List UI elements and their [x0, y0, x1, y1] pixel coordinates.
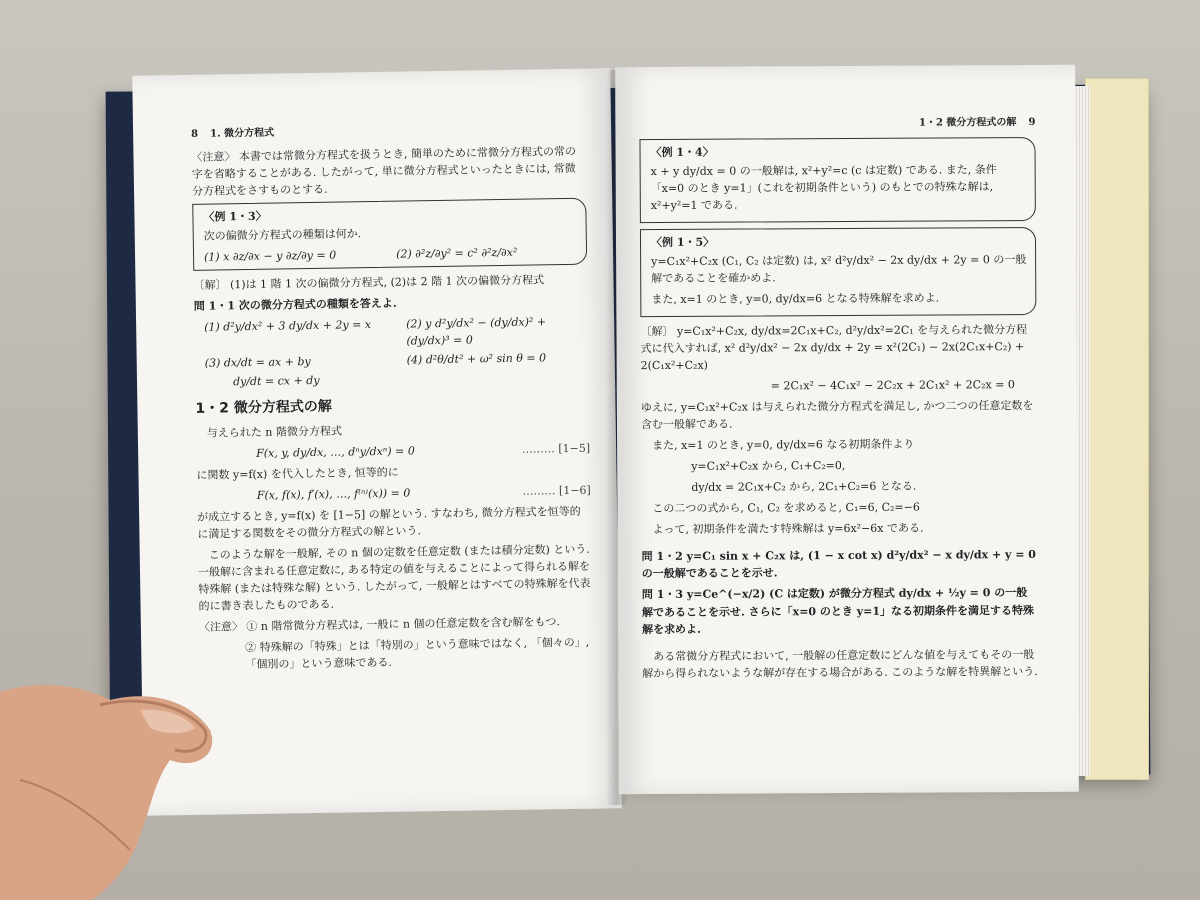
example-1-3-solution: 〔解〕 (1)は 1 階 1 次の偏微分方程式, (2)は 2 階 1 次の偏微分方程式	[193, 273, 545, 292]
solution-line-7: この二つの式から, C₁, C₂ を求めると, C₁=6, C₂=−6	[652, 500, 920, 516]
right-running-head	[639, 115, 1035, 133]
equation-1-6-body: F(x, f(x), f′(x), …, f⁽ⁿ⁾(x)) = 0	[256, 486, 411, 502]
solution-line-8: よって, 初期条件を満たす特殊解は y=6x²−6x である.	[652, 521, 924, 537]
equation-1-5-tag: ……… [1−5]	[521, 441, 591, 456]
example-1-3-eq2: (2) ∂²z/∂y² = c² ∂²z/∂x²	[396, 245, 518, 261]
problem-1-1-eq1: (1) d²y/dx² + 3 dy/dx + 2y = x	[204, 317, 372, 334]
right-page-number: 9	[1028, 117, 1036, 129]
example-1-5-title: 〈例 1・5〉	[650, 235, 715, 249]
example-1-4-title: 〈例 1・4〉	[650, 145, 714, 159]
problem-1-1: 問 1・1 次の微分方程式の種類を答えよ.	[193, 296, 397, 313]
example-1-5-body2: また, x=1 のとき, y=0, dy/dx=6 となる特殊解を求めよ.	[651, 291, 940, 306]
problem-1-2: 問 1・2 y=C₁ sin x + C₂x は, (1 − x cot x) d²y/dx² − x dy/dx + y = 0 の一般解であることを示せ.	[641, 548, 1036, 581]
problem-1-1-eq3b: dy/dt = cx + dy	[232, 373, 320, 389]
problem-1-1-eq4: (4) d²θ/dt² + ω² sin θ = 0	[406, 351, 547, 367]
solution-line-2: = 2C₁x² − 4C₁x² − 2C₂x + 2C₁x² + 2C₂x = 0	[770, 378, 1015, 393]
left-running-head	[191, 121, 585, 143]
solution-line-3: ゆえに, y=C₁x²+C₂x は与えられた微分方程式を満足し, かつ二つの任意定数を含む一般解である.	[640, 399, 1034, 432]
solution-definition: が成立するとき, y=f(x) を [1−5] の解という. すなわち, 微分方程式を恒等的に満足する関数をその微分方程式の解という.	[197, 504, 581, 541]
solution-line-6: dy/dx = 2C₁x+C₂ から, 2C₁+C₂=6 となる.	[691, 479, 917, 495]
solution-line-4: また, x=1 のとき, y=0, dy/dx=6 なる初期条件より	[652, 437, 915, 453]
example-1-3-question: 次の偏微分方程式の種類は何か.	[203, 226, 362, 243]
problem-1-3: 問 1・3 y=Ce^(−x/2) (C は定数) が微分方程式 dy/dx + ½y = 0 の一般解であることを示せ. さらに「x=0 のとき y=1」なる初期条件を満足する特殊解を求めよ.	[641, 586, 1034, 636]
solution-line-1: 〔解〕 y=C₁x²+C₂x, dy/dx=2C₁x+C₂, d²y/dx²=2C₁ を与えられた微分方程式に代入すれば, x² d²y/dx² − 2x dy/dx + 2y = x²(2C₁) − 2x(2C₁x+C₂) + 2(C₁x²+C₂x)	[640, 322, 1028, 373]
example-1-5-body: y=C₁x²+C₂x (C₁, C₂ は定数) は, x² d²y/dx² − 2x dy/dx + 2y = 0 の一般解であることを確かめよ.	[651, 252, 1027, 285]
section-title: 1・2 微分方程式の解	[195, 398, 332, 417]
example-1-5-box	[640, 227, 1036, 317]
equation-1-6-tag: ……… [1−6]	[522, 483, 591, 498]
problem-1-1-eq3a: (3) dx/dt = ax + by	[204, 355, 311, 370]
note-1: 〈注意〉 ① n 階常微分方程式は, 一般に n 個の任意定数を含む解をもつ.	[198, 615, 561, 635]
example-1-3-eq1: (1) x ∂z/∂x − y ∂z/∂y = 0	[203, 248, 337, 264]
equation-1-5	[256, 439, 590, 461]
left-page-number: 8	[191, 128, 199, 140]
right-page	[615, 65, 1079, 794]
general-solution-text: このような解を一般解, その n 個の定数を任意定数 (または積分定数) という. 一般解に含まれる任意定数に, ある特定の値を与えることによって得られる解を特殊解 (または特殊な解) という. したがって, 一般解とはすべての特殊解を代表的に書き表したものである.	[197, 542, 591, 613]
example-1-3-box	[192, 197, 587, 270]
given-equation-text: 与えられた n 階微分方程式	[206, 424, 342, 440]
hand-image	[0, 660, 250, 900]
equation-1-5-body: F(x, y, dy/dx, …, dⁿy/dxⁿ) = 0	[256, 444, 415, 460]
function-substitution-text: に関数 y=f(x) を代入したとき, 恒等的に	[196, 465, 399, 482]
left-chapter-title: 1. 微分方程式	[210, 127, 275, 140]
solution-line-5: y=C₁x²+C₂x から, C₁+C₂=0,	[691, 459, 846, 474]
right-section-title: 1・2 微分方程式の解	[918, 117, 1017, 129]
example-1-3-title: 〈例 1・3〉	[203, 209, 267, 224]
example-1-4-body: x + y dy/dx = 0 の一般解は, x²+y²=c (c は定数) である. また, 条件「x=0 のとき y=1」(これを初期条件という) のもとでの特殊な解は, x²+y²=1 である.	[650, 162, 997, 212]
singular-solution-text: ある常微分方程式において, 一般解の任意定数にどんな値を与えてもその一般解から得られないような解が存在する場合がある. このような解を特異解という.	[642, 647, 1038, 680]
note-2: ② 特殊解の「特殊」とは「特別の」という意味ではなく, 「個々の」, 「個別の」という意味である.	[245, 635, 590, 672]
book-back-cover	[1085, 78, 1149, 780]
equation-1-6	[257, 482, 591, 504]
note-intro: 〈注意〉 本書では常微分方程式を扱うとき, 簡単のために常微分方程式の常の字を省略することがある. したがって, 単に微分方程式といったときには, 常微分方程式をさすものとする.	[191, 144, 577, 198]
example-1-4-box	[639, 137, 1035, 223]
problem-1-1-eq2: (2) y d²y/dx² − (dy/dx)² + (dy/dx)³ = 0	[406, 315, 547, 348]
